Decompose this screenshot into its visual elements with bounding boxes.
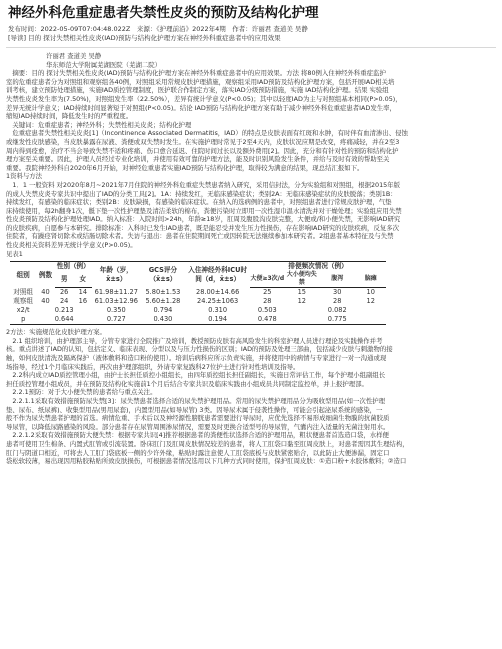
- text-line: 2.2科内成立IAD质控管理小组，由护士长担任质控小组组长，由四年质控组长担任副组长，实施日常评估工作，每个护理小组副组长: [6, 371, 386, 380]
- th-count: 例数: [36, 262, 54, 288]
- text-line: 垫、尿布、纸尿裤)、收集型用品(男用尿套)，内置型用品(如导尿管) 3类。因导尿术属于侵袭性操作，可能会引起泌尿系统的感染，一: [6, 405, 383, 414]
- th-double-incontinence: 大小便均失禁: [285, 271, 319, 288]
- affiliation: 华东师范大学附属芜湖医院（芜湖二院）: [46, 60, 162, 69]
- cell-age: 61.03±12.96: [94, 297, 138, 306]
- text-line: 场指导，经过1个月临床实践后，再次由护理部组织，外请专家复践科27位护士进行针对性培训及指导。: [6, 362, 300, 371]
- text-line: 担任质控管理小组成员，并在预防及结构化实施前1个月后结合专家共识及临床实践由小组成员共同制定监控单，并上报护理部。: [6, 379, 368, 388]
- cell-brain: [355, 306, 386, 315]
- cell-female: 14: [78, 288, 88, 297]
- general-data: [6, 190, 496, 250]
- cell-big: 28: [263, 297, 272, 306]
- data-line: 持续发红，有感染的临床症状；类别2B：皮肤缺损，有感染的临床症状。在纳入的选病例的患者中，对照组患者进行常规皮肤护理，气垫: [6, 198, 392, 207]
- cell-small: [285, 306, 319, 315]
- data-line: 的皮肤疾病，自愿参与本研究。排除标准：入科时已发生IAD患者，既是能忍受并发生压力性损伤，存在影响IAD研究的皮肤疾病，反复多次: [6, 223, 400, 232]
- cell-icu: 0.310: [208, 306, 228, 315]
- cell-brain: [355, 315, 386, 325]
- cell-big: 0.478: [250, 315, 284, 325]
- cell-age: 0.727: [92, 315, 141, 325]
- cell-big: 25: [263, 288, 272, 297]
- cell-brain: 10: [366, 288, 375, 297]
- cell-small: 15: [297, 288, 306, 297]
- cell-n: [36, 306, 54, 315]
- cell-male: 0.213: [54, 306, 74, 315]
- data-line: 性皮炎相关资料差异无统计学意义(P>0.05)。: [6, 241, 137, 250]
- text-line: 触，如何皮肤清洗及隔离保护（液体敷料和造口粉的使用）。培训后病科应所示负责实施，并将使用中的病情与专家进行一对一沟通或现: [6, 354, 387, 363]
- th-gcs: GCS评分（x̄±s）: [141, 262, 186, 288]
- cell-big: 0.503: [257, 306, 277, 315]
- cell-female: 16: [78, 297, 88, 306]
- section-2-2-1-2: [6, 431, 496, 465]
- meta-line: 发布时间：2022-05-09T07:04:48.022Z 来源：《护理前沿》2022年4期 作者：许丽君 查道美 吴静: [8, 25, 308, 33]
- table-row: [10, 315, 386, 325]
- data-line: 住院者，有躁痉肾切除术或结肠切除术者。失访与退出：患者在住院期间死亡或因转院无法继续参加本研究者。2组患者基本特征及与失禁: [6, 232, 394, 241]
- cell-group: x2/t: [16, 306, 30, 315]
- abstract-line: 缩短IAD持续时间，降低发生时的严重程度。: [6, 112, 133, 121]
- text-line: 肛门与阴道口相近，可将去人工肛门袋底板一侧的少许外缘，粘贴时露注意使人工肛袋底板与皮肤紧密贴合，以此防止大便渗漏，固定口: [6, 448, 390, 457]
- section-2-2: [6, 371, 496, 388]
- abstract-line: 失禁性皮炎发生率为(7.50%)，对照组发生率（22.50%），差异有统计学意义(P<0.05)；其中以轻度IAD为主与对照组基本相同(P>0.05)，: [6, 94, 402, 103]
- cell-group: p: [10, 315, 36, 325]
- data-line: 床持续使用，每2h翻身1次，骶下垫一次性护理垫及清洁柔软的棉布，粪便污染时立即用一次性湿巾温水清洗并对干燥处理；实验组应用失禁: [6, 206, 402, 215]
- text-line: 患者可使用卫生棉条、内置式肛管或引流装置。卧床肛门及肛周皮肤情况较差的患者，将人工肛袋口黏至肛周皮肤上，对患者需因其生理结构，: [6, 439, 409, 448]
- cell-gcs: 5.80±1.53: [145, 288, 181, 296]
- text-line: 2.2.1.2采取有效措施预防大便失禁：根据专家共识[4]推荐根据患者的粪便性状选择合适的护理用品，粗状便患者首选造口袋，水样便: [6, 431, 389, 440]
- cell-female: [74, 306, 92, 315]
- abstract: [6, 69, 496, 121]
- cell-female: [74, 315, 92, 325]
- cell-small: 12: [297, 297, 306, 306]
- cell-male: 0.644: [54, 315, 74, 324]
- text-line: 2.2.1.1采取有效措施预防尿失禁[3]：尿失禁患者选择合适的尿失禁护理用品。常用的尿失禁护理用品分为吸收型用品(如一次性护理: [6, 397, 385, 405]
- cell-small: [285, 315, 319, 325]
- section-2-2-1-1: [6, 397, 496, 431]
- abstract-line: 摘要：目的 探讨失禁相关性皮炎(IAD)预防与结构化护理方案在神经外科重症患者中的应用效果。方法 将80例入住神经外科重症监护: [6, 69, 386, 78]
- th-diarrhea: 腹泻: [319, 271, 355, 288]
- text-line: 核。重点讲述了IAD的认知，包括定义、临床表现、分型以及与压力性损伤的区别；IAD的预防及处理三部曲，包括减少皮肤与刺激物的接: [6, 345, 393, 354]
- cell-icu: 28.00±14.66: [196, 288, 240, 296]
- intro-line: 危重症患者失禁性相关皮炎[1]（Incontinence Associated Dermatitis，IAD）的特点是皮肤表面有红斑和水肿，有时伴有血清渗出、侵蚀: [6, 129, 408, 138]
- cell-n: 40: [41, 288, 50, 296]
- th-excretion: 排便频次情况（例）: [250, 262, 386, 272]
- cell-diarrhea: 30: [333, 288, 342, 297]
- table-row: [10, 288, 386, 298]
- section-2-2-1: 2.2.1预防：对于大小便失禁的患者给与重点关注。: [6, 388, 157, 397]
- divider: [6, 47, 496, 48]
- cell-male: 24: [59, 297, 69, 306]
- text-line: 袋松软较薄，易出现因用粘胶粘贴所致皮肤损伤，可根据患者情况选用以下几种方式同时使用，保护肛周皮肤：①造口粉+水胶体敷料；②造口: [6, 457, 407, 466]
- article: [6, 0, 496, 466]
- abstract-line: 训考核，建立预防处理措施，实施IAD质控管理制度，医护联合作制定方案，落实IAD分级预防措施，实施 IAD结构化护理。结果 实验组: [6, 86, 389, 95]
- th-female: 女: [74, 271, 92, 288]
- cell-icu: 24.25±1063: [197, 297, 239, 306]
- section-2-1: [6, 337, 496, 371]
- lead-line: [导读] 目的 探讨失禁相关性皮炎(IAD)预防与结构化护理方案在神经外科重症患者中的应用效果: [8, 34, 281, 42]
- article-title: 神经外科危重症患者失禁性皮炎的预防及结构化护理: [8, 5, 319, 21]
- cell-male: 26: [59, 288, 69, 297]
- th-icu-days: 入住神经外科ICU时间（d，x̄±s）: [185, 262, 250, 288]
- cell-gcs: 0.794: [153, 306, 173, 315]
- text-line: 般不作为尿失禁患者护理的首选。病情危重、手术后以及神经源性膀胱患者需要进行导尿时，应优先选择不易形成细菌生物膜的抗菌胶质: [6, 414, 390, 423]
- intro-line: 周内得到痊愈，治疗不当会导致失禁不适和疼痛、伤口愈合延迟、住院时间过长以及额外费用[2]。因此，充分和有针对性的预防和结构化护: [6, 146, 399, 155]
- th-cerebral-palsy: 脑瘫: [355, 271, 386, 288]
- cell-gcs: 5.60±1.28: [145, 297, 181, 306]
- section-heading: 2方法：实施规范化皮肤护理方案。: [6, 328, 106, 337]
- cell-n: [36, 315, 54, 325]
- th-male: 男: [55, 271, 74, 288]
- cell-age: 0.350: [106, 306, 126, 315]
- th-gender: 性别（例）: [55, 262, 92, 272]
- intro-line: 理方案至关重要。因此，护理人员经过专业化培训，并使用有效可靠的护理方法，能及时识别风险发生条件，并给与及时有效的帮助至关: [6, 155, 390, 164]
- cell-diarrhea: 28: [333, 297, 342, 306]
- data-line: 性皮炎预防及结构化护理处理IAD。纳入标准：入院时间>24h，年龄≥18岁，肛周及腹股沟皮肤完整，大便或/和小便失禁，无影响IAD研究: [6, 215, 401, 224]
- text-line: 导尿管，以降低尿路感染的风险。部分患者存在尿管周围渗尿情况，需要及时更换合适型号的导尿管，气囊内注入适量的无菌注射用水。: [6, 422, 390, 431]
- text-line: 2.1 组织培训，由护理部主导，分管专家进行全院推广及培训，教授预防皮肤有高风险发生的科室护理人员进行理论及实践操作并考: [6, 336, 383, 345]
- cell-diarrhea: 0.082: [327, 306, 347, 315]
- cell-brain: 12: [366, 297, 375, 306]
- cell-diarrhea: 0.775: [319, 315, 355, 325]
- table-row: [10, 297, 386, 306]
- data-line: 的成人失禁皮炎专家共识中提出了IAD的分类工具[2]。1A：持续发红，无临床感染症状；类别2A：无临床感染症状的皮肤脱落；类别1B：: [6, 189, 397, 198]
- cell-group: 观察组: [13, 297, 34, 306]
- table-caption: 见表1: [6, 249, 23, 258]
- cell-group: 对照组: [13, 288, 34, 296]
- th-group: 组别: [10, 262, 36, 288]
- cell-icu: 0.194: [185, 315, 250, 325]
- section-heading: 1资料与方法: [6, 172, 43, 181]
- introduction: [6, 129, 496, 172]
- table-row: [10, 306, 386, 315]
- abstract-line: 差异无统计学意义；IAD持续时间显著短于对照组(P<0.05)。结论 IAD预防与结构化护理方案有助于减少神经外科危重症患者IAD发生率，: [6, 103, 396, 112]
- abstract-line: 室的危重症患者分为对照组和观察组各40例，对照组采用常规皮肤护理措施，观察组采用IAD预防及结构化护理方案，包括开展IAD相关培: [6, 77, 395, 86]
- authors: 许丽君 查道美 吴静: [46, 52, 102, 60]
- th-stool-freq: 大便≥3次/d: [250, 271, 284, 288]
- th-age: 年龄（岁，x̄±s）: [92, 262, 141, 288]
- cell-gcs: 0.430: [141, 315, 186, 325]
- intro-line: 重要。我院神经外科自2020年6月开始，对神经危重患者实施IAD预防与结构化护理，取得较为满意的结果，现总结汇报如下。: [6, 163, 364, 172]
- intro-line: 或继发性皮肤感染，当皮肤暴露在尿液、粪便或双失禁时发生。在实施护理时常见于2至4天内，皮肤状况应期是改变，疼痛减轻，并在2至3: [6, 137, 400, 146]
- cell-n: 40: [41, 297, 50, 306]
- baseline-table: [10, 261, 386, 325]
- section-1-1: 1．1 一般资料 对2020年8月~2021年7月住院的神经外科危重症失禁患者纳入研究，采用信封法，分为实验组和对照组，根据2015年版: [6, 180, 401, 189]
- keywords: 关键词：危重症患者；神经外科；失禁性相关皮炎；结构化护理: [6, 120, 192, 129]
- cell-age: 61.98±11.27: [94, 288, 138, 296]
